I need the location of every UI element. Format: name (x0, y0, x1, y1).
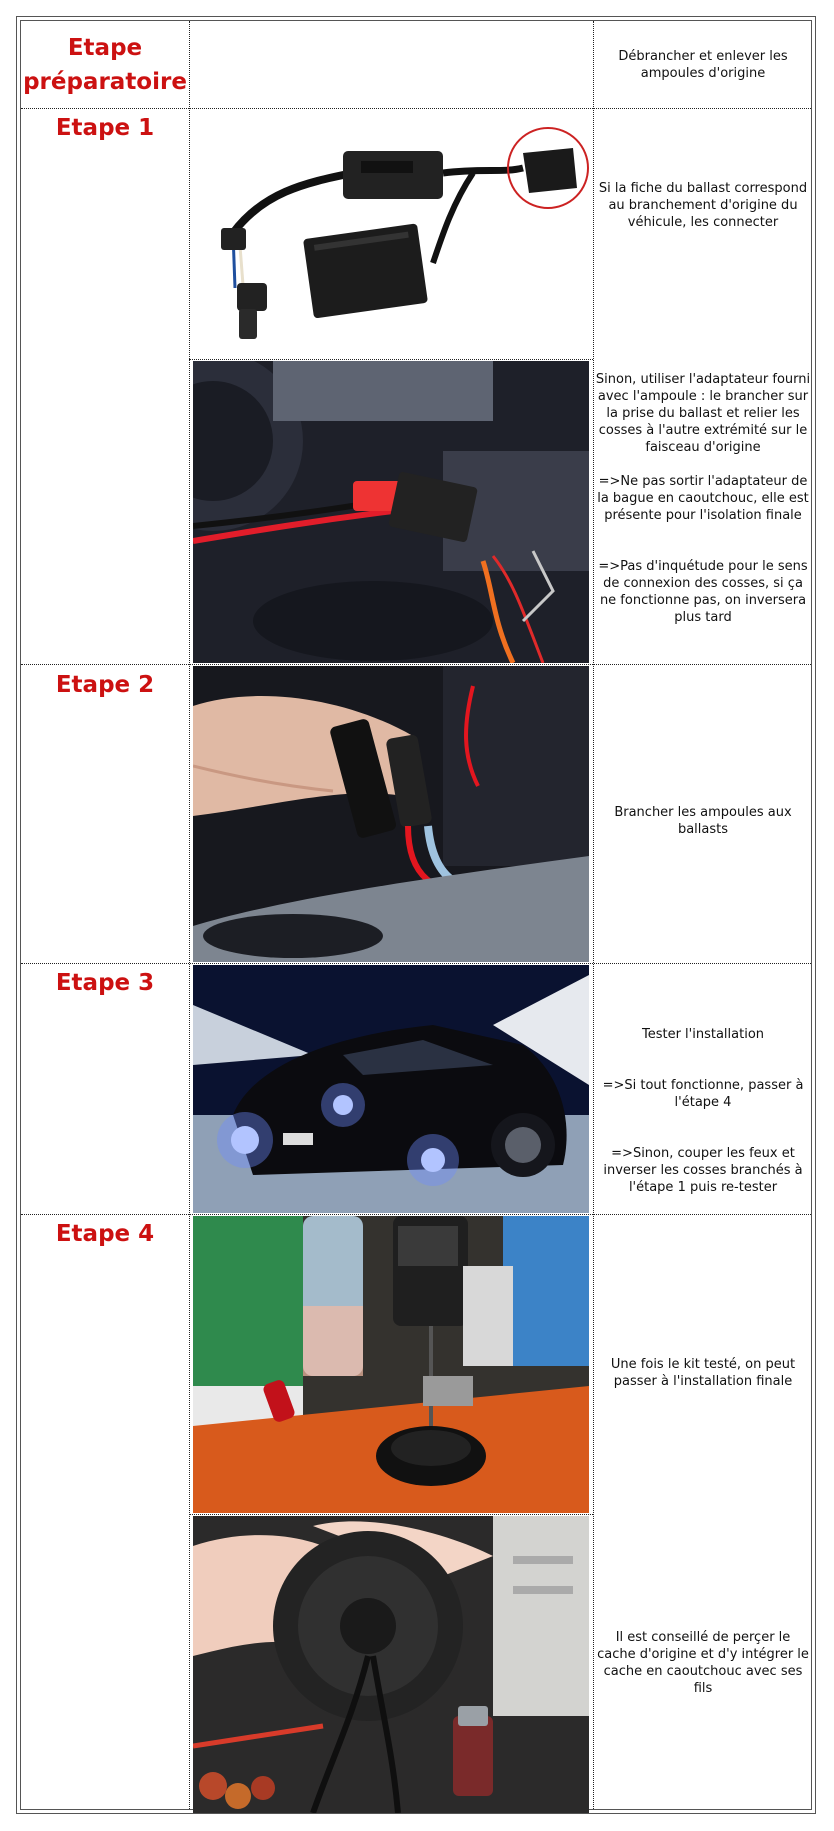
column-divider-right (593, 21, 594, 1809)
rubber-cap-photo (193, 1516, 589, 1813)
car-headlights-photo (193, 965, 589, 1213)
step-title-2: Etape 2 (55, 672, 155, 698)
row-divider-1b (189, 359, 593, 360)
step-desc-1b (595, 371, 811, 626)
step-title-4: Etape 4 (55, 1221, 155, 1247)
step-title-prep (21, 31, 189, 99)
step-desc-1b-text2: =>Ne pas sortir l'adaptateur de la bague en caoutchouc, elle est présente pour l'isolation finale (597, 474, 809, 523)
rubber-cap-illustration (193, 1516, 589, 1813)
step-title-prep-line2: préparatoire (23, 69, 187, 95)
step-title-3: Etape 3 (55, 970, 155, 996)
instruction-table (16, 16, 816, 1814)
column-divider-left (189, 21, 190, 1809)
step-desc-3-text3: =>Sinon, couper les feux et inverser les cosses branchés à l'étape 1 puis re-tester (603, 1146, 803, 1195)
step-desc-3-text1: Tester l'installation (641, 1027, 765, 1042)
row-divider-3 (21, 963, 811, 964)
row-divider-2 (21, 664, 811, 665)
step-desc-prep-text: Débrancher et enlever les ampoules d'origine (618, 49, 788, 81)
drilling-cap-illustration (193, 1216, 589, 1513)
step-desc-4a-text: Une fois le kit testé, on peut passer à l'installation finale (610, 1357, 796, 1389)
step-desc-1a (595, 180, 811, 231)
bulb-connection-illustration (193, 666, 589, 962)
row-divider-4 (21, 1214, 811, 1215)
ballast-kit-illustration (193, 113, 589, 357)
adapter-wiring-illustration (193, 361, 589, 663)
row-divider-1 (21, 108, 811, 109)
step-desc-1b-text3: =>Pas d'inquétude pour le sens de connexion des cosses, si ça ne fonctionne pas, on inversera plus tard (598, 559, 808, 625)
bulb-connection-photo (193, 666, 589, 962)
ballast-kit-photo (193, 113, 589, 357)
step-title-1: Etape 1 (55, 115, 155, 141)
step-title-prep-line1: Etape (67, 35, 143, 61)
step-desc-prep (595, 48, 811, 82)
step-desc-1b-text1: Sinon, utiliser l'adaptateur fourni avec l'ampoule : le brancher sur la prise du ballast et relier les cosses à l'autre extrémité sur le faisceau d'origine (595, 372, 811, 455)
table-inner (20, 20, 812, 1810)
step-desc-3-text2: =>Si tout fonctionne, passer à l'étape 4 (602, 1078, 804, 1110)
step-desc-1a-text: Si la fiche du ballast correspond au branchement d'origine du véhicule, les connecter (598, 181, 808, 230)
step-desc-2-text: Brancher les ampoules aux ballasts (614, 805, 792, 837)
step-desc-4a (595, 1356, 811, 1390)
step-desc-2 (595, 804, 811, 838)
step-desc-4b (595, 1629, 811, 1697)
drilling-cap-photo (193, 1216, 589, 1513)
step-desc-4b-text: Il est conseillé de perçer le cache d'origine et d'y intégrer le cache en caoutchouc avec ses fils (597, 1630, 809, 1696)
car-headlights-illustration (193, 965, 589, 1213)
adapter-wiring-photo (193, 361, 589, 663)
row-divider-4b (189, 1514, 593, 1515)
step-desc-3 (595, 1026, 811, 1196)
